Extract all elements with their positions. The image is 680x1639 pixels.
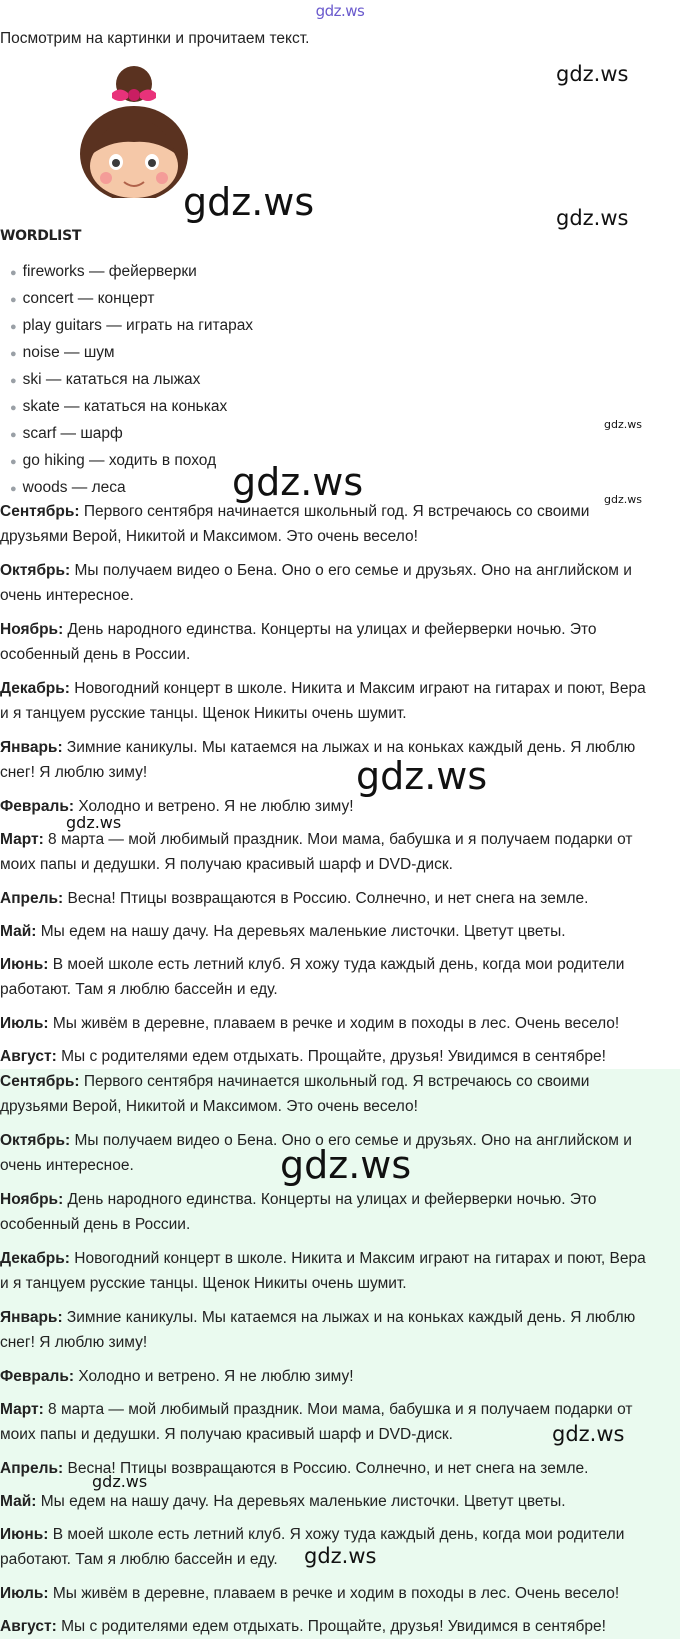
watermark: gdz.ws — [556, 62, 629, 86]
watermark: gdz.ws — [183, 180, 315, 224]
month-paragraph: Сентябрь: Первого сентября начинается школьный год. Я встречаюсь со своими друзьями Верой, Никитой и Максимом. Это очень весело! — [0, 1073, 590, 1115]
month-label: Сентябрь: — [0, 1073, 80, 1090]
month-paragraph: Январь: Зимние каникулы. Мы катаемся на лыжах и на коньках каждый день. Я люблю снег! Я люблю зиму! — [0, 739, 636, 781]
wordlist-item: ● concert — концерт — [10, 290, 155, 307]
watermark: gdz.ws — [304, 1544, 377, 1568]
month-paragraph: Март: 8 марта — мой любимый праздник. Мои мама, бабушка и я получаем подарки от моих папы и дедушки. Я получаю красивый шарф и DVD-диск. — [0, 831, 633, 873]
month-label: Январь: — [0, 1309, 63, 1326]
watermark: gdz.ws — [604, 418, 642, 431]
month-paragraph: Ноябрь: День народного единства. Концерты на улицах и фейерверки ночью. Это особенный день в России. — [0, 621, 597, 663]
month-label: Декабрь: — [0, 1250, 70, 1267]
month-label: Ноябрь: — [0, 621, 64, 638]
month-paragraph: Октябрь: Мы получаем видео о Бена. Оно о его семье и друзьях. Оно на английском и очень интересное. — [0, 1132, 632, 1174]
month-label: Октябрь: — [0, 562, 71, 579]
watermark: gdz.ws — [604, 493, 642, 506]
month-paragraph: Декабрь: Новогодний концерт в школе. Никита и Максим играют на гитарах и поют, Вера и я танцуем русские танцы. Щенок Никиты очень шумит. — [0, 1250, 646, 1292]
month-label: Июль: — [0, 1585, 49, 1602]
month-label: Ноябрь: — [0, 1191, 64, 1208]
month-paragraph: Декабрь: Новогодний концерт в школе. Никита и Максим играют на гитарах и поют, Вера и я танцуем русские танцы. Щенок Никиты очень шумит. — [0, 680, 646, 722]
month-label: Апрель: — [0, 890, 64, 907]
month-paragraph: Май: Мы едем на нашу дачу. На деревьях маленькие листочки. Цветут цветы. — [0, 923, 566, 940]
bullet-icon: ● — [10, 267, 17, 279]
month-paragraph: Октябрь: Мы получаем видео о Бена. Оно о его семье и друзьях. Оно на английском и очень интересное. — [0, 562, 632, 604]
watermark: gdz.ws — [280, 1143, 412, 1187]
month-paragraph: Январь: Зимние каникулы. Мы катаемся на лыжах и на коньках каждый день. Я люблю снег! Я люблю зиму! — [0, 1309, 636, 1351]
month-paragraph: Апрель: Весна! Птицы возвращаются в Россию. Солнечно, и нет снега на земле. — [0, 1460, 589, 1477]
wordlist-item: ● ski — кататься на лыжах — [10, 371, 201, 388]
month-paragraph: Июнь: В моей школе есть летний клуб. Я хожу туда каждый день, когда мои родители работают. Там я люблю бассейн и еду. — [0, 1526, 625, 1568]
watermark: gdz.ws — [232, 460, 364, 504]
month-label: Июнь: — [0, 956, 49, 973]
month-label: Январь: — [0, 739, 63, 756]
wordlist-title: WORDLIST — [0, 228, 82, 244]
site-logo[interactable]: gdz.ws — [315, 2, 365, 20]
month-label: Февраль: — [0, 1368, 75, 1385]
watermark: gdz.ws — [552, 1422, 625, 1446]
month-paragraph: Июль: Мы живём в деревне, плаваем в речке и ходим в походы в лес. Очень весело! — [0, 1585, 620, 1602]
watermark: gdz.ws — [556, 206, 629, 230]
month-label: Май: — [0, 923, 37, 940]
month-label: Февраль: — [0, 798, 75, 815]
wordlist-item: ● scarf — шарф — [10, 425, 123, 442]
wordlist-item: ● noise — шум — [10, 344, 115, 361]
month-label: Май: — [0, 1493, 37, 1510]
wordlist-item: ● skate — кататься на коньках — [10, 398, 228, 415]
month-paragraph: Август: Мы с родителями едем отдыхать. Прощайте, друзья! Увидимся в сентябре! — [0, 1618, 606, 1635]
month-label: Апрель: — [0, 1460, 64, 1477]
girl-illustration — [76, 58, 196, 198]
bullet-icon: ● — [10, 348, 17, 360]
month-paragraph: Май: Мы едем на нашу дачу. На деревьях маленькие листочки. Цветут цветы. — [0, 1493, 566, 1510]
story-text — [0, 499, 680, 1069]
wordlist-item: ● woods — леса — [10, 479, 126, 496]
month-paragraph: Июнь: В моей школе есть летний клуб. Я хожу туда каждый день, когда мои родители работают. Там я люблю бассейн и еду. — [0, 956, 625, 998]
bullet-icon: ● — [10, 294, 17, 306]
month-label: Март: — [0, 831, 44, 848]
month-label: Август: — [0, 1618, 57, 1635]
month-paragraph: Февраль: Холодно и ветрено. Я не люблю зиму! — [0, 798, 354, 815]
month-label: Декабрь: — [0, 680, 70, 697]
watermark: gdz.ws — [66, 813, 122, 832]
bullet-icon: ● — [10, 402, 17, 414]
month-paragraph: Сентябрь: Первого сентября начинается школьный год. Я встречаюсь со своими друзьями Верой, Никитой и Максимом. Это очень весело! — [0, 503, 590, 545]
bullet-icon: ● — [10, 321, 17, 333]
bullet-icon: ● — [10, 375, 17, 387]
month-label: Март: — [0, 1401, 44, 1418]
month-paragraph: Ноябрь: День народного единства. Концерты на улицах и фейерверки ночью. Это особенный день в России. — [0, 1191, 597, 1233]
intro-text: Посмотрим на картинки и прочитаем текст. — [0, 30, 310, 47]
month-paragraph: Июль: Мы живём в деревне, плаваем в речке и ходим в походы в лес. Очень весело! — [0, 1015, 620, 1032]
month-paragraph: Апрель: Весна! Птицы возвращаются в Россию. Солнечно, и нет снега на земле. — [0, 890, 589, 907]
watermark: gdz.ws — [92, 1472, 148, 1491]
month-paragraph: Март: 8 марта — мой любимый праздник. Мои мама, бабушка и я получаем подарки от моих папы и дедушки. Я получаю красивый шарф и DVD-диск. — [0, 1401, 633, 1443]
month-paragraph: Февраль: Холодно и ветрено. Я не люблю зиму! — [0, 1368, 354, 1385]
wordlist-item: ● go hiking — ходить в поход — [10, 452, 217, 469]
wordlist-item: ● play guitars — играть на гитарах — [10, 317, 254, 334]
month-label: Сентябрь: — [0, 503, 80, 520]
month-paragraph: Август: Мы с родителями едем отдыхать. Прощайте, друзья! Увидимся в сентябре! — [0, 1048, 606, 1065]
bullet-icon: ● — [10, 483, 17, 495]
bullet-icon: ● — [10, 456, 17, 468]
watermark: gdz.ws — [356, 754, 488, 798]
wordlist — [10, 263, 253, 506]
month-label: Июль: — [0, 1015, 49, 1032]
month-label: Август: — [0, 1048, 57, 1065]
month-label: Октябрь: — [0, 1132, 71, 1149]
bullet-icon: ● — [10, 429, 17, 441]
month-label: Июнь: — [0, 1526, 49, 1543]
wordlist-item: ● fireworks — фейерверки — [10, 263, 197, 280]
